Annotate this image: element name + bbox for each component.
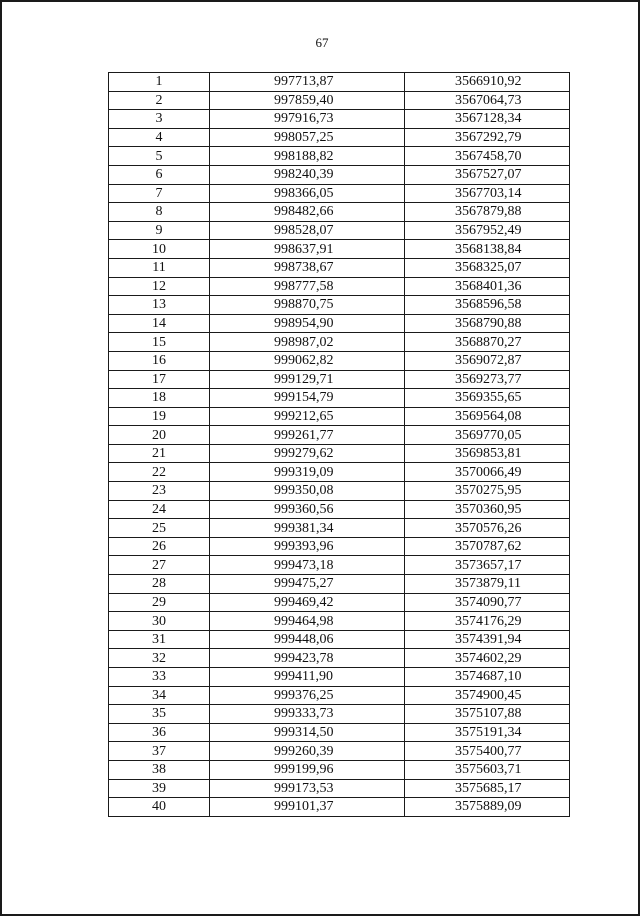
table-row <box>109 463 570 482</box>
point-number-cell: 33 <box>109 668 210 687</box>
x-coordinate-cell: 998057,25 <box>210 128 405 147</box>
y-coordinate-cell: 3573879,11 <box>405 575 570 594</box>
point-number-cell: 7 <box>109 184 210 203</box>
y-coordinate-cell: 3570066,49 <box>405 463 570 482</box>
table-row <box>109 537 570 556</box>
table-row <box>109 184 570 203</box>
point-number-cell: 19 <box>109 407 210 426</box>
x-coordinate-cell: 999448,06 <box>210 630 405 649</box>
x-coordinate-cell: 998987,02 <box>210 333 405 352</box>
x-coordinate-cell: 998188,82 <box>210 147 405 166</box>
table-row <box>109 165 570 184</box>
y-coordinate-cell: 3568790,88 <box>405 314 570 333</box>
y-coordinate-cell: 3574176,29 <box>405 612 570 631</box>
table-row <box>109 73 570 92</box>
point-number-cell: 26 <box>109 537 210 556</box>
point-number-cell: 1 <box>109 73 210 92</box>
x-coordinate-cell: 999314,50 <box>210 723 405 742</box>
x-coordinate-cell: 997916,73 <box>210 110 405 129</box>
table-row <box>109 389 570 408</box>
y-coordinate-cell: 3569355,65 <box>405 389 570 408</box>
point-number-cell: 5 <box>109 147 210 166</box>
y-coordinate-cell: 3570787,62 <box>405 537 570 556</box>
x-coordinate-cell: 998637,91 <box>210 240 405 259</box>
x-coordinate-cell: 997713,87 <box>210 73 405 92</box>
table-row <box>109 705 570 724</box>
y-coordinate-cell: 3569564,08 <box>405 407 570 426</box>
table-row <box>109 760 570 779</box>
table-row <box>109 258 570 277</box>
point-number-cell: 30 <box>109 612 210 631</box>
point-number-cell: 6 <box>109 165 210 184</box>
point-number-cell: 16 <box>109 351 210 370</box>
y-coordinate-cell: 3575191,34 <box>405 723 570 742</box>
point-number-cell: 28 <box>109 575 210 594</box>
x-coordinate-cell: 999423,78 <box>210 649 405 668</box>
x-coordinate-cell: 999260,39 <box>210 742 405 761</box>
table-row <box>109 686 570 705</box>
point-number-cell: 17 <box>109 370 210 389</box>
table-row <box>109 779 570 798</box>
y-coordinate-cell: 3575400,77 <box>405 742 570 761</box>
x-coordinate-cell: 999350,08 <box>210 482 405 501</box>
point-number-cell: 8 <box>109 203 210 222</box>
table-row <box>109 426 570 445</box>
y-coordinate-cell: 3570576,26 <box>405 519 570 538</box>
point-number-cell: 9 <box>109 221 210 240</box>
x-coordinate-cell: 999473,18 <box>210 556 405 575</box>
y-coordinate-cell: 3575889,09 <box>405 798 570 817</box>
table-row <box>109 128 570 147</box>
table-row <box>109 649 570 668</box>
table-row <box>109 203 570 222</box>
y-coordinate-cell: 3567879,88 <box>405 203 570 222</box>
x-coordinate-cell: 999464,98 <box>210 612 405 631</box>
point-number-cell: 38 <box>109 760 210 779</box>
point-number-cell: 4 <box>109 128 210 147</box>
table-row <box>109 147 570 166</box>
y-coordinate-cell: 3568596,58 <box>405 296 570 315</box>
point-number-cell: 20 <box>109 426 210 445</box>
point-number-cell: 27 <box>109 556 210 575</box>
point-number-cell: 39 <box>109 779 210 798</box>
x-coordinate-cell: 999469,42 <box>210 593 405 612</box>
point-number-cell: 22 <box>109 463 210 482</box>
point-number-cell: 12 <box>109 277 210 296</box>
y-coordinate-cell: 3567458,70 <box>405 147 570 166</box>
x-coordinate-cell: 998482,66 <box>210 203 405 222</box>
x-coordinate-cell: 999393,96 <box>210 537 405 556</box>
x-coordinate-cell: 999333,73 <box>210 705 405 724</box>
table-row <box>109 742 570 761</box>
table-row <box>109 370 570 389</box>
table-row <box>109 240 570 259</box>
y-coordinate-cell: 3567292,79 <box>405 128 570 147</box>
table-row <box>109 277 570 296</box>
point-number-cell: 2 <box>109 91 210 110</box>
y-coordinate-cell: 3567952,49 <box>405 221 570 240</box>
y-coordinate-cell: 3575603,71 <box>405 760 570 779</box>
table-row <box>109 519 570 538</box>
point-number-cell: 23 <box>109 482 210 501</box>
x-coordinate-cell: 998870,75 <box>210 296 405 315</box>
y-coordinate-cell: 3574391,94 <box>405 630 570 649</box>
x-coordinate-cell: 999319,09 <box>210 463 405 482</box>
y-coordinate-cell: 3574687,10 <box>405 668 570 687</box>
x-coordinate-cell: 999154,79 <box>210 389 405 408</box>
point-number-cell: 32 <box>109 649 210 668</box>
table-row <box>109 351 570 370</box>
x-coordinate-cell: 999212,65 <box>210 407 405 426</box>
y-coordinate-cell: 3574602,29 <box>405 649 570 668</box>
x-coordinate-cell: 998954,90 <box>210 314 405 333</box>
table-row <box>109 798 570 817</box>
x-coordinate-cell: 998366,05 <box>210 184 405 203</box>
point-number-cell: 29 <box>109 593 210 612</box>
x-coordinate-cell: 999062,82 <box>210 351 405 370</box>
y-coordinate-cell: 3575685,17 <box>405 779 570 798</box>
table-row <box>109 296 570 315</box>
x-coordinate-cell: 999376,25 <box>210 686 405 705</box>
point-number-cell: 36 <box>109 723 210 742</box>
point-number-cell: 35 <box>109 705 210 724</box>
point-number-cell: 40 <box>109 798 210 817</box>
y-coordinate-cell: 3570275,95 <box>405 482 570 501</box>
y-coordinate-cell: 3569072,87 <box>405 351 570 370</box>
y-coordinate-cell: 3567064,73 <box>405 91 570 110</box>
y-coordinate-cell: 3567128,34 <box>405 110 570 129</box>
x-coordinate-cell: 999129,71 <box>210 370 405 389</box>
table-row <box>109 500 570 519</box>
table-row <box>109 91 570 110</box>
x-coordinate-cell: 999411,90 <box>210 668 405 687</box>
y-coordinate-cell: 3569770,05 <box>405 426 570 445</box>
y-coordinate-cell: 3575107,88 <box>405 705 570 724</box>
table-row <box>109 110 570 129</box>
table-row <box>109 221 570 240</box>
x-coordinate-cell: 998528,07 <box>210 221 405 240</box>
table-row <box>109 444 570 463</box>
y-coordinate-cell: 3568325,07 <box>405 258 570 277</box>
y-coordinate-cell: 3569273,77 <box>405 370 570 389</box>
x-coordinate-cell: 999199,96 <box>210 760 405 779</box>
y-coordinate-cell: 3568138,84 <box>405 240 570 259</box>
point-number-cell: 31 <box>109 630 210 649</box>
x-coordinate-cell: 999101,37 <box>210 798 405 817</box>
x-coordinate-cell: 999279,62 <box>210 444 405 463</box>
point-number-cell: 25 <box>109 519 210 538</box>
table-row <box>109 668 570 687</box>
y-coordinate-cell: 3568401,36 <box>405 277 570 296</box>
x-coordinate-cell: 997859,40 <box>210 91 405 110</box>
table-row <box>109 723 570 742</box>
point-number-cell: 15 <box>109 333 210 352</box>
table-row <box>109 612 570 631</box>
x-coordinate-cell: 999381,34 <box>210 519 405 538</box>
y-coordinate-cell: 3573657,17 <box>405 556 570 575</box>
x-coordinate-cell: 999475,27 <box>210 575 405 594</box>
point-number-cell: 21 <box>109 444 210 463</box>
point-number-cell: 34 <box>109 686 210 705</box>
table-row <box>109 556 570 575</box>
x-coordinate-cell: 999173,53 <box>210 779 405 798</box>
point-number-cell: 11 <box>109 258 210 277</box>
x-coordinate-cell: 998777,58 <box>210 277 405 296</box>
page-number: 67 <box>315 35 329 50</box>
point-number-cell: 13 <box>109 296 210 315</box>
x-coordinate-cell: 999360,56 <box>210 500 405 519</box>
y-coordinate-cell: 3574900,45 <box>405 686 570 705</box>
point-number-cell: 3 <box>109 110 210 129</box>
point-number-cell: 24 <box>109 500 210 519</box>
x-coordinate-cell: 999261,77 <box>210 426 405 445</box>
y-coordinate-cell: 3570360,95 <box>405 500 570 519</box>
table-row <box>109 333 570 352</box>
table-row <box>109 630 570 649</box>
point-number-cell: 18 <box>109 389 210 408</box>
table-row <box>109 314 570 333</box>
table-row <box>109 575 570 594</box>
point-number-cell: 10 <box>109 240 210 259</box>
y-coordinate-cell: 3574090,77 <box>405 593 570 612</box>
table-row <box>109 593 570 612</box>
x-coordinate-cell: 998738,67 <box>210 258 405 277</box>
table-row <box>109 407 570 426</box>
coordinates-table-body <box>109 73 570 817</box>
y-coordinate-cell: 3566910,92 <box>405 73 570 92</box>
y-coordinate-cell: 3568870,27 <box>405 333 570 352</box>
y-coordinate-cell: 3567527,07 <box>405 165 570 184</box>
y-coordinate-cell: 3569853,81 <box>405 444 570 463</box>
coordinates-table <box>108 72 570 817</box>
x-coordinate-cell: 998240,39 <box>210 165 405 184</box>
point-number-cell: 14 <box>109 314 210 333</box>
point-number-cell: 37 <box>109 742 210 761</box>
y-coordinate-cell: 3567703,14 <box>405 184 570 203</box>
table-row <box>109 482 570 501</box>
